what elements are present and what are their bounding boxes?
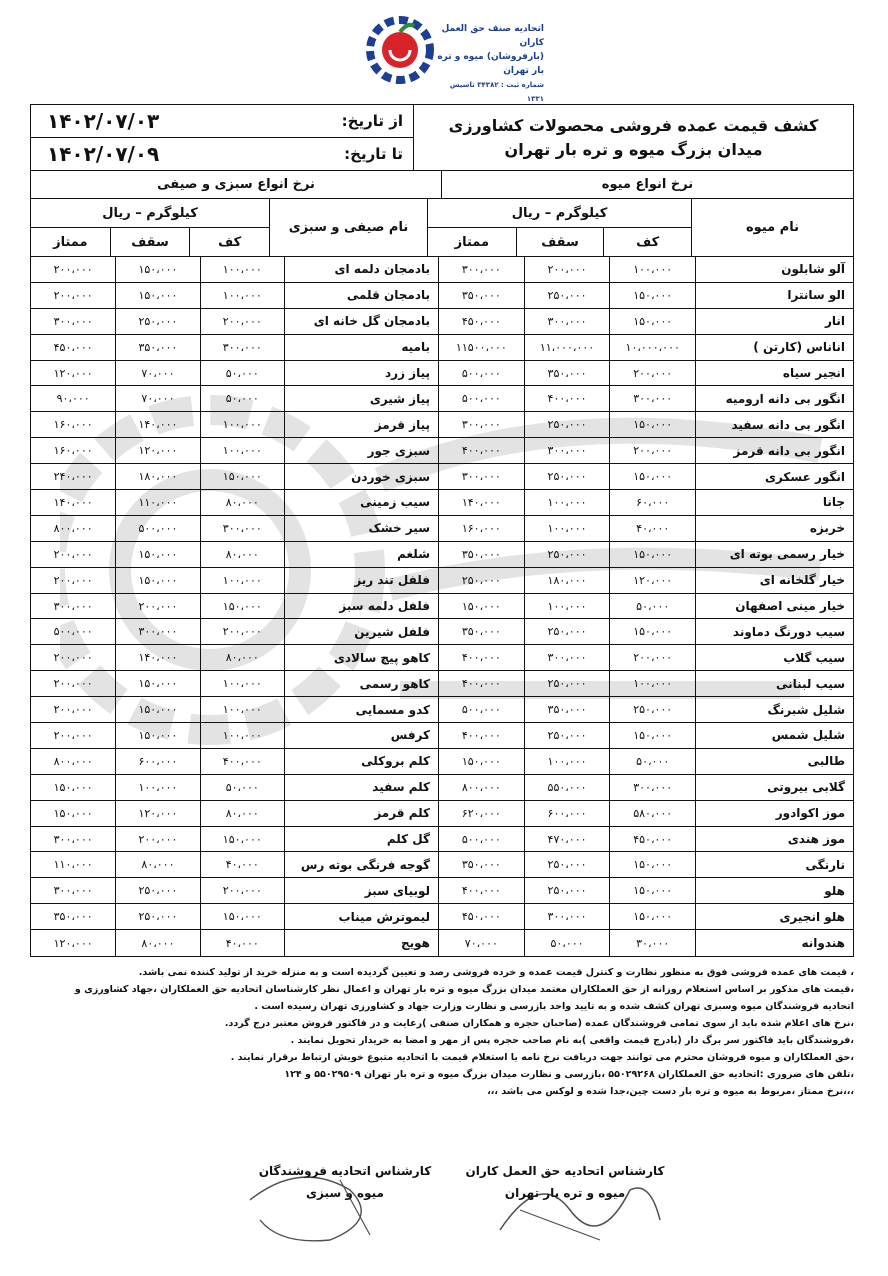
fruit-name-cell: موز اکوادور xyxy=(695,801,853,826)
veg-name-cell: گل کلم xyxy=(284,827,438,852)
veg-name-cell: سیب زمینی xyxy=(284,490,438,515)
sheet-title xyxy=(413,105,853,170)
veg-premium-cell: ۱۵۰،۰۰۰ xyxy=(53,780,93,794)
fruit-max-cell: ۲۵۰،۰۰۰ xyxy=(524,671,610,696)
fruit-min-cell: ۵۰،۰۰۰ xyxy=(609,749,695,774)
table-row xyxy=(31,801,853,827)
veg-premium-cell: ۱۶۰،۰۰۰ xyxy=(53,444,93,458)
veg-max-cell: ۱۵۰،۰۰۰ xyxy=(115,257,199,282)
fruit-name-cell: هندوانه xyxy=(695,930,853,956)
veg-unit-label: کیلوگرم – ریال xyxy=(31,199,269,228)
veg-max-cell: ۷۰،۰۰۰ xyxy=(115,361,199,386)
veg-name-cell: بادمجان قلمی xyxy=(284,283,438,308)
fruit-min-cell: ۳۰۰،۰۰۰ xyxy=(609,775,695,800)
fruit-premium-cell: ۳۵۰،۰۰۰ xyxy=(438,283,524,308)
veg-name-cell: پیاز زرد xyxy=(284,361,438,386)
veg-min-cell: ۲۰۰،۰۰۰ xyxy=(200,878,284,903)
signature-title-right: کارشناس اتحادیه حق العمل کاران xyxy=(465,1164,665,1178)
table-row xyxy=(31,619,853,645)
fruit-max-cell: ۱۸۰،۰۰۰ xyxy=(524,568,610,593)
veg-min-cell: ۲۰۰،۰۰۰ xyxy=(200,309,284,334)
fruit-min-cell: ۱۵۰،۰۰۰ xyxy=(609,542,695,567)
fruit-max-cell: ۴۷۰،۰۰۰ xyxy=(524,827,610,852)
veg-premium-cell: ۴۵۰،۰۰۰ xyxy=(53,340,93,354)
veg-max-cell: ۲۵۰،۰۰۰ xyxy=(115,878,199,903)
veg-name-cell: لیموترش میناب xyxy=(284,904,438,929)
veg-min-cell: ۱۵۰،۰۰۰ xyxy=(200,904,284,929)
veg-premium-cell: ۲۴۰،۰۰۰ xyxy=(53,470,93,484)
veg-premium-cell: ۱۱۰،۰۰۰ xyxy=(53,858,93,872)
veg-name-cell: کاهو پیچ سالادی xyxy=(284,645,438,670)
fruit-name-cell: خیار مینی اصفهان xyxy=(695,594,853,619)
veg-premium-cell: ۸۰۰،۰۰۰ xyxy=(53,521,93,535)
fruit-name-cell: انگور بی دانه ارومیه xyxy=(695,386,853,411)
veg-premium-cell: ۱۲۰،۰۰۰ xyxy=(53,936,93,950)
fruit-name-cell: سیب دورنگ دماوند xyxy=(695,619,853,644)
fruit-max-cell: ۲۵۰،۰۰۰ xyxy=(524,619,610,644)
fruit-premium-cell: ۸۰۰،۰۰۰ xyxy=(438,775,524,800)
table-row xyxy=(31,878,853,904)
fruit-min-cell: ۵۸۰،۰۰۰ xyxy=(609,801,695,826)
sheet-title-line1: کشف قیمت عمده فروشی محصولات کشاورزی xyxy=(448,115,819,135)
veg-name-cell: بامیه xyxy=(284,335,438,360)
date-range xyxy=(31,105,413,170)
table-row xyxy=(31,775,853,801)
veg-name-cell: پیاز قرمز xyxy=(284,412,438,437)
fruit-min-cell: ۶۰،۰۰۰ xyxy=(609,490,695,515)
fruit-premium-cell: ۴۵۰،۰۰۰ xyxy=(438,904,524,929)
veg-max-cell: ۳۵۰،۰۰۰ xyxy=(115,335,199,360)
veg-name-cell: گوجه فرنگی بوته رس xyxy=(284,852,438,877)
veg-premium-cell: ۵۰۰،۰۰۰ xyxy=(53,625,93,639)
veg-premium-header: ممتاز xyxy=(53,234,88,250)
table-row xyxy=(31,852,853,878)
fruit-min-cell: ۱۰۰،۰۰۰ xyxy=(609,257,695,282)
veg-min-cell: ۱۰۰،۰۰۰ xyxy=(200,697,284,722)
fruit-name-cell: خیار گلخانه ای xyxy=(695,568,853,593)
sheet-title-line2: میدان بزرگ میوه و تره بار تهران xyxy=(504,139,763,159)
veg-name-cell: کاهو رسمی xyxy=(284,671,438,696)
fruit-min-cell: ۲۰۰،۰۰۰ xyxy=(609,438,695,463)
table-row xyxy=(31,335,853,361)
fruit-max-cell: ۳۵۰،۰۰۰ xyxy=(524,697,610,722)
to-date-value: ۱۴۰۲/۰۷/۰۹ xyxy=(47,142,160,166)
veg-min-cell: ۵۰،۰۰۰ xyxy=(200,775,284,800)
fruit-premium-header: ممتاز xyxy=(454,234,490,250)
veg-name-cell: کلم قرمز xyxy=(284,801,438,826)
veg-price-header xyxy=(31,199,269,256)
union-logo xyxy=(360,8,544,103)
org-name: اتحادیه صنف حق العمل کاران xyxy=(441,24,544,48)
table-row xyxy=(31,361,853,387)
veg-premium-cell: ۲۰۰،۰۰۰ xyxy=(53,573,93,587)
fruit-premium-cell: ۶۲۰،۰۰۰ xyxy=(438,801,524,826)
fruit-name-cell: شلیل شمس xyxy=(695,723,853,748)
fruit-premium-cell: ۳۵۰،۰۰۰ xyxy=(438,619,524,644)
fruit-max-cell: ۵۰،۰۰۰ xyxy=(524,930,610,956)
fruit-max-cell: ۲۰۰،۰۰۰ xyxy=(524,257,610,282)
table-row xyxy=(31,930,853,956)
fruit-name-cell: جانا xyxy=(695,490,853,515)
veg-min-cell: ۴۰،۰۰۰ xyxy=(200,852,284,877)
veg-min-cell: ۸۰،۰۰۰ xyxy=(200,542,284,567)
fruit-premium-cell: ۱۵۰،۰۰۰ xyxy=(438,749,524,774)
veg-min-cell: ۱۰۰،۰۰۰ xyxy=(200,283,284,308)
table-row xyxy=(31,827,853,853)
table-row xyxy=(31,697,853,723)
veg-premium-cell: ۱۵۰،۰۰۰ xyxy=(53,806,93,820)
veg-min-cell: ۵۰،۰۰۰ xyxy=(200,386,284,411)
fruit-premium-cell: ۴۰۰،۰۰۰ xyxy=(438,438,524,463)
fruit-name-cell: هلو xyxy=(695,878,853,903)
fruit-min-cell: ۲۵۰،۰۰۰ xyxy=(609,697,695,722)
veg-premium-cell: ۳۵۰،۰۰۰ xyxy=(53,910,93,924)
fruit-name-cell: سیب گلاب xyxy=(695,645,853,670)
fruit-premium-cell: ۴۰۰،۰۰۰ xyxy=(438,671,524,696)
veg-max-cell: ۱۱۰،۰۰۰ xyxy=(115,490,199,515)
veg-max-cell: ۶۰۰،۰۰۰ xyxy=(115,749,199,774)
veg-min-cell: ۱۰۰،۰۰۰ xyxy=(200,257,284,282)
veg-name-cell: کرفس xyxy=(284,723,438,748)
veg-max-cell: ۱۵۰،۰۰۰ xyxy=(115,542,199,567)
fruit-min-header: کف xyxy=(603,228,691,256)
fruit-min-cell: ۱۵۰،۰۰۰ xyxy=(609,309,695,334)
table-row xyxy=(31,904,853,930)
veg-name-header: نام صیفی و سبزی xyxy=(269,199,427,256)
price-rows xyxy=(31,257,853,956)
fruit-min-cell: ۱۵۰،۰۰۰ xyxy=(609,723,695,748)
veg-max-cell: ۸۰،۰۰۰ xyxy=(115,852,199,877)
veg-premium-cell: ۲۰۰،۰۰۰ xyxy=(53,677,93,691)
fruit-premium-cell: ۷۰،۰۰۰ xyxy=(438,930,524,956)
fruit-max-cell: ۱۰۰،۰۰۰ xyxy=(524,490,610,515)
veg-min-cell: ۱۰۰،۰۰۰ xyxy=(200,568,284,593)
veg-premium-cell: ۲۰۰،۰۰۰ xyxy=(53,703,93,717)
table-row xyxy=(31,283,853,309)
veg-premium-cell: ۲۰۰،۰۰۰ xyxy=(53,651,93,665)
veg-name-cell: فلفل تند ریز xyxy=(284,568,438,593)
fruit-name-cell: موز هندی xyxy=(695,827,853,852)
note-line: ،نرخ های اعلام شده باید از سوی تمامی فروشندگان عمده (صاحبان حجره و همکاران صنفی )رعایت و در فاکتور فروش معتبر درج گردد. xyxy=(224,1018,854,1029)
veg-max-cell: ۱۴۰،۰۰۰ xyxy=(115,412,199,437)
fruit-name-cell: شلیل شبرنگ xyxy=(695,697,853,722)
note-line: ،قیمت های مذکور بر اساس استعلام روزانه از حق العملکاران معتمد میدان بزرگ میوه و تره بار تهران و اعمال نظر کارشناسان اتحادیه حق العملکاران ،جهاد کشاورزی و xyxy=(74,984,854,995)
veg-premium-cell: ۸۰۰،۰۰۰ xyxy=(53,754,93,768)
fruit-name-cell: طالبی xyxy=(695,749,853,774)
fruit-name-cell: خربزه xyxy=(695,516,853,541)
veg-min-cell: ۴۰،۰۰۰ xyxy=(200,930,284,956)
veg-min-header: کف xyxy=(189,228,269,256)
veg-min-cell: ۱۰۰،۰۰۰ xyxy=(200,671,284,696)
fruit-name-cell: نارنگی xyxy=(695,852,853,877)
price-sheet xyxy=(30,104,854,957)
table-row xyxy=(31,645,853,671)
fruit-max-cell: ۳۰۰،۰۰۰ xyxy=(524,309,610,334)
fruit-max-cell: ۲۵۰،۰۰۰ xyxy=(524,464,610,489)
table-row xyxy=(31,594,853,620)
notes-section xyxy=(30,964,854,1100)
veg-max-cell: ۷۰،۰۰۰ xyxy=(115,386,199,411)
fruit-premium-cell: ۴۰۰،۰۰۰ xyxy=(438,878,524,903)
fruit-name-cell: اناناس (کارتن ) xyxy=(695,335,853,360)
note-line: اتحادیه فروشندگان میوه وسبزی تهران کشف شده و به تایید واحد بازرسی و نظارت وزارت جهاد و کشاورزی تهران رسیده است . xyxy=(254,1001,854,1012)
veg-name-cell: پیاز شیری xyxy=(284,386,438,411)
fruit-min-cell: ۱۵۰،۰۰۰ xyxy=(609,619,695,644)
from-date-row xyxy=(31,105,413,137)
fruit-name-cell: گلابی بیروتی xyxy=(695,775,853,800)
veg-min-cell: ۳۰۰،۰۰۰ xyxy=(200,516,284,541)
veg-premium-cell: ۳۰۰،۰۰۰ xyxy=(53,314,93,328)
fruit-min-cell: ۱۲۰،۰۰۰ xyxy=(609,568,695,593)
fruit-min-cell: ۲۰۰،۰۰۰ xyxy=(609,645,695,670)
table-row xyxy=(31,412,853,438)
org-registration: شماره ثبت : ۳۴۳۸۲ تاسیس ۱۳۳۱ xyxy=(449,81,544,103)
veg-max-cell: ۱۵۰،۰۰۰ xyxy=(115,671,199,696)
veg-min-cell: ۳۰۰،۰۰۰ xyxy=(200,335,284,360)
veg-max-cell: ۵۰۰،۰۰۰ xyxy=(115,516,199,541)
veg-min-cell: ۱۵۰،۰۰۰ xyxy=(200,464,284,489)
veg-min-cell: ۲۰۰،۰۰۰ xyxy=(200,619,284,644)
fruit-min-cell: ۱۵۰،۰۰۰ xyxy=(609,412,695,437)
fruit-min-cell: ۱۵۰،۰۰۰ xyxy=(609,904,695,929)
fruit-group-header: نرخ انواع میوه xyxy=(441,171,853,198)
veg-min-cell: ۱۵۰،۰۰۰ xyxy=(200,594,284,619)
fruit-unit-label: کیلوگرم – ریال xyxy=(428,199,691,228)
veg-name-cell: سبزی جور xyxy=(284,438,438,463)
fruit-name-cell: هلو انجیری xyxy=(695,904,853,929)
veg-premium-cell: ۳۰۰،۰۰۰ xyxy=(53,884,93,898)
veg-premium-cell: ۱۶۰،۰۰۰ xyxy=(53,418,93,432)
column-header-row xyxy=(31,199,853,257)
fruit-min-cell: ۳۰۰،۰۰۰ xyxy=(609,386,695,411)
veg-max-cell: ۱۵۰،۰۰۰ xyxy=(115,568,199,593)
fruit-premium-cell: ۳۵۰،۰۰۰ xyxy=(438,852,524,877)
fruit-premium-cell: ۵۰۰،۰۰۰ xyxy=(438,386,524,411)
fruit-name-cell: آلو شابلون xyxy=(695,257,853,282)
veg-max-cell: ۱۲۰،۰۰۰ xyxy=(115,438,199,463)
signature-scribble-right xyxy=(480,1150,680,1250)
fruit-min-cell: ۱۰،۰۰۰،۰۰۰ xyxy=(609,335,695,360)
veg-name-cell: هویج xyxy=(284,930,438,956)
signature-scribble-left xyxy=(220,1150,420,1250)
table-row xyxy=(31,309,853,335)
veg-premium-cell: ۳۰۰،۰۰۰ xyxy=(53,832,93,846)
veg-premium-cell: ۲۰۰،۰۰۰ xyxy=(53,728,93,742)
veg-max-cell: ۱۰۰،۰۰۰ xyxy=(115,775,199,800)
fruit-max-cell: ۳۰۰،۰۰۰ xyxy=(524,438,610,463)
fruit-premium-cell: ۱۱۵۰۰،۰۰۰ xyxy=(438,335,524,360)
fruit-max-cell: ۵۵۰،۰۰۰ xyxy=(524,775,610,800)
veg-max-cell: ۱۵۰،۰۰۰ xyxy=(115,283,199,308)
fruit-min-cell: ۱۰۰،۰۰۰ xyxy=(609,671,695,696)
note-line: ، قیمت های عمده فروشی فوق به منظور نظارت و کنترل قیمت عمده و خرده فروشی رصد و تعیین گردیده است و به منزله خرید از تولید کننده نمی باشد. xyxy=(138,967,854,978)
from-date-value: ۱۴۰۲/۰۷/۰۳ xyxy=(47,109,160,133)
table-row xyxy=(31,386,853,412)
veg-min-cell: ۴۰۰،۰۰۰ xyxy=(200,749,284,774)
fruit-premium-cell: ۴۰۰،۰۰۰ xyxy=(438,645,524,670)
fruit-max-cell: ۲۵۰،۰۰۰ xyxy=(524,283,610,308)
veg-premium-cell: ۲۰۰،۰۰۰ xyxy=(53,288,93,302)
fruit-min-cell: ۳۰،۰۰۰ xyxy=(609,930,695,956)
fruit-name-cell: انگور بی دانه قرمز xyxy=(695,438,853,463)
veg-max-cell: ۸۰،۰۰۰ xyxy=(115,930,199,956)
veg-name-cell: لوبیای سبز xyxy=(284,878,438,903)
fruit-min-cell: ۴۰،۰۰۰ xyxy=(609,516,695,541)
fruit-name-cell: انجیر سیاه xyxy=(695,361,853,386)
veg-name-cell: کلم بروکلی xyxy=(284,749,438,774)
fruit-max-cell: ۲۵۰،۰۰۰ xyxy=(524,852,610,877)
fruit-premium-cell: ۵۰۰،۰۰۰ xyxy=(438,361,524,386)
fruit-max-cell: ۱۰۰،۰۰۰ xyxy=(524,749,610,774)
signature-subtitle-left: میوه و سبزی xyxy=(306,1186,384,1200)
veg-name-cell: شلغم xyxy=(284,542,438,567)
fruit-premium-cell: ۴۵۰،۰۰۰ xyxy=(438,309,524,334)
note-line: ،حق العملکاران و میوه فروشان محترم می توانند جهت دریافت نرخ نامه یا استعلام قیمت با اتحادیه متبوع خویش ارتباط برقرار نمایند . xyxy=(230,1052,854,1063)
table-row xyxy=(31,568,853,594)
fruit-min-cell: ۱۵۰،۰۰۰ xyxy=(609,878,695,903)
signature-subtitle-right: میوه و تره بار تهران xyxy=(504,1186,626,1200)
fruit-premium-cell: ۱۶۰،۰۰۰ xyxy=(438,516,524,541)
fruit-name-cell: انگور عسکری xyxy=(695,464,853,489)
table-row xyxy=(31,749,853,775)
fruit-min-cell: ۱۵۰،۰۰۰ xyxy=(609,852,695,877)
table-row xyxy=(31,464,853,490)
veg-name-cell: سیر خشک xyxy=(284,516,438,541)
veg-premium-cell: ۱۲۰،۰۰۰ xyxy=(53,366,93,380)
fruit-max-cell: ۲۵۰،۰۰۰ xyxy=(524,412,610,437)
veg-max-cell: ۲۵۰،۰۰۰ xyxy=(115,904,199,929)
veg-premium-cell: ۳۰۰،۰۰۰ xyxy=(53,599,93,613)
veg-min-cell: ۸۰،۰۰۰ xyxy=(200,490,284,515)
to-date-row xyxy=(31,137,413,170)
veg-name-cell: کدو مسمایی xyxy=(284,697,438,722)
fruit-max-cell: ۲۵۰،۰۰۰ xyxy=(524,723,610,748)
fruit-max-cell: ۳۰۰،۰۰۰ xyxy=(524,645,610,670)
veg-name-cell: فلفل شیرین xyxy=(284,619,438,644)
fruit-max-cell: ۱۰۰،۰۰۰ xyxy=(524,594,610,619)
veg-max-cell: ۱۲۰،۰۰۰ xyxy=(115,801,199,826)
veg-min-cell: ۱۰۰،۰۰۰ xyxy=(200,412,284,437)
fruit-max-cell: ۳۵۰،۰۰۰ xyxy=(524,361,610,386)
fruit-premium-cell: ۳۵۰،۰۰۰ xyxy=(438,542,524,567)
veg-max-cell: ۱۴۰،۰۰۰ xyxy=(115,645,199,670)
veg-name-cell: کلم سفید xyxy=(284,775,438,800)
veg-name-cell: سبزی خوردن xyxy=(284,464,438,489)
fruit-premium-cell: ۱۵۰،۰۰۰ xyxy=(438,594,524,619)
fruit-max-cell: ۲۵۰،۰۰۰ xyxy=(524,542,610,567)
veg-max-cell: ۱۵۰،۰۰۰ xyxy=(115,723,199,748)
fruit-name-cell: سیب لبنانی xyxy=(695,671,853,696)
veg-premium-cell: ۱۴۰،۰۰۰ xyxy=(53,495,93,509)
fruit-premium-cell: ۱۴۰،۰۰۰ xyxy=(438,490,524,515)
veg-min-cell: ۱۰۰،۰۰۰ xyxy=(200,723,284,748)
fruit-premium-cell: ۴۰۰،۰۰۰ xyxy=(438,723,524,748)
veg-max-cell: ۱۵۰،۰۰۰ xyxy=(115,697,199,722)
from-date-label: از تاریخ: xyxy=(341,112,403,130)
note-line: ،فروشندگان باید فاکتور سر برگ دار (بادرج قیمت واقعی )به نام صاحب حجره پس از مهر و امضا به خریدار تحویل نمایند . xyxy=(290,1035,854,1046)
veg-premium-cell: ۲۰۰،۰۰۰ xyxy=(53,262,93,276)
table-row xyxy=(31,723,853,749)
veg-max-cell: ۲۰۰،۰۰۰ xyxy=(115,594,199,619)
group-header-row xyxy=(31,171,853,199)
table-row xyxy=(31,257,853,283)
fruit-name-cell: الو سانترا xyxy=(695,283,853,308)
fruit-max-cell: ۲۵۰،۰۰۰ xyxy=(524,878,610,903)
fruit-name-cell: انگور بی دانه سفید xyxy=(695,412,853,437)
fruit-premium-cell: ۳۰۰،۰۰۰ xyxy=(438,412,524,437)
table-row xyxy=(31,490,853,516)
fruit-min-cell: ۱۵۰،۰۰۰ xyxy=(609,464,695,489)
fruit-max-cell: ۱۱،۰۰۰،۰۰۰ xyxy=(524,335,610,360)
veg-premium-cell: ۲۰۰،۰۰۰ xyxy=(53,547,93,561)
veg-min-cell: ۸۰،۰۰۰ xyxy=(200,801,284,826)
veg-name-cell: بادمجان دلمه ای xyxy=(284,257,438,282)
fruit-price-header xyxy=(427,199,691,256)
fruit-name-cell: خیار رسمی بوته ای xyxy=(695,542,853,567)
veg-max-cell: ۳۰۰،۰۰۰ xyxy=(115,619,199,644)
table-row xyxy=(31,542,853,568)
veg-name-cell: بادمجان گل خانه ای xyxy=(284,309,438,334)
fruit-min-cell: ۴۵۰،۰۰۰ xyxy=(609,827,695,852)
org-subname: (بارفروشان) میوه و تره بار تهران xyxy=(437,52,544,76)
veg-max-header: سقف xyxy=(110,228,190,256)
fruit-min-cell: ۱۵۰،۰۰۰ xyxy=(609,283,695,308)
veg-max-cell: ۲۵۰،۰۰۰ xyxy=(115,309,199,334)
table-row xyxy=(31,671,853,697)
note-line: ،تلفن های ضروری :اتحادیه حق العملکاران ۵۵۰۲۹۲۶۸ ،بازرسی و نظارت میدان بزرگ میوه و تره بار تهران ۵۵۰۲۹۵۰۹ و ۱۲۴ xyxy=(284,1069,854,1080)
veg-max-cell: ۲۰۰،۰۰۰ xyxy=(115,827,199,852)
fruit-max-cell: ۳۰۰،۰۰۰ xyxy=(524,904,610,929)
fruit-name-cell: انار xyxy=(695,309,853,334)
veg-name-cell: فلفل دلمه سبز xyxy=(284,594,438,619)
fruit-premium-cell: ۳۰۰،۰۰۰ xyxy=(438,464,524,489)
fruit-min-cell: ۵۰،۰۰۰ xyxy=(609,594,695,619)
fruit-max-cell: ۶۰۰،۰۰۰ xyxy=(524,801,610,826)
fruit-max-cell: ۱۰۰،۰۰۰ xyxy=(524,516,610,541)
fruit-premium-cell: ۳۰۰،۰۰۰ xyxy=(438,257,524,282)
veg-min-cell: ۱۵۰،۰۰۰ xyxy=(200,827,284,852)
veg-min-cell: ۱۰۰،۰۰۰ xyxy=(200,438,284,463)
veg-group-header: نرخ انواع سبزی و صیفی xyxy=(157,177,315,192)
table-row xyxy=(31,438,853,464)
veg-min-cell: ۸۰،۰۰۰ xyxy=(200,645,284,670)
table-row xyxy=(31,516,853,542)
fruit-premium-cell: ۲۵۰،۰۰۰ xyxy=(438,568,524,593)
fruit-min-cell: ۲۰۰،۰۰۰ xyxy=(609,361,695,386)
to-date-label: تا تاریخ: xyxy=(344,145,403,163)
fruit-max-header: سقف xyxy=(516,228,604,256)
fruit-premium-cell: ۵۰۰،۰۰۰ xyxy=(438,697,524,722)
fruit-name-header: نام میوه xyxy=(691,199,853,256)
veg-max-cell: ۱۸۰،۰۰۰ xyxy=(115,464,199,489)
fruit-premium-cell: ۵۰۰،۰۰۰ xyxy=(438,827,524,852)
veg-premium-cell: ۹۰،۰۰۰ xyxy=(56,392,90,406)
note-line: ،،،نرخ ممتاز ،مربوط به میوه و تره بار دست چین،جدا شده و لوکس می باشد ،،، xyxy=(487,1086,854,1097)
fruit-max-cell: ۴۰۰،۰۰۰ xyxy=(524,386,610,411)
signature-title-left: کارشناس اتحادیه فروشندگان xyxy=(258,1164,432,1178)
veg-min-cell: ۵۰،۰۰۰ xyxy=(200,361,284,386)
title-row xyxy=(31,105,853,171)
